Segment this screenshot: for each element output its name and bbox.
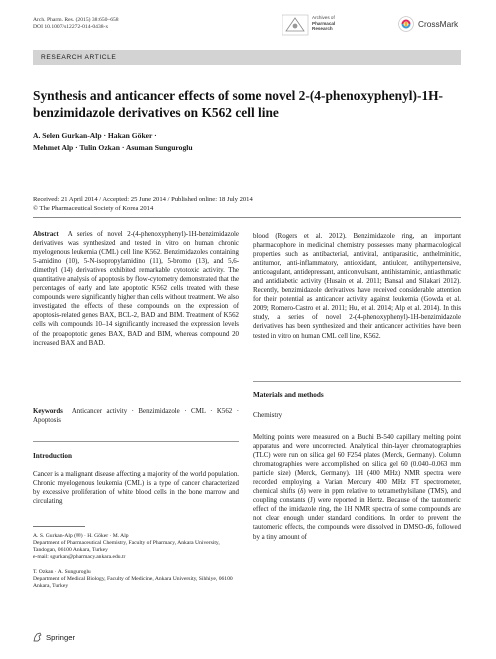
crossmark-label: CrossMark (418, 19, 459, 29)
introduction-paragraph: blood (Rogers et al. 2012). Benzimidazole ring, an important pharmacophore in medicinal chemistry possesses many pharmacological properties such as antibacterial, antiviral, antiparasitic, anthelminitic, antitumor, anti-inflammatory, antioxidant, antiulcer, antihypertensive, anticoagulant, antidepressant, anticonvulsant, antihistaminic, antiasthmatic and antidiabetic activity (Husain et al. 2011; Bansal and Silakari 2012). Recently, benzimidazole derivatives have received considerable attention for their potential as anticancer activity against leukemia (Gowda et al. 2009; Romero-Castro et al. 2011; Hu, et al. 2014; Alp et al. 2014). In this study, a series of novel 2-(4-phenoxyphenyl)-1H-benzimidazole derivatives has been synthesized and their anticancer activities have been tested in vitro on human CML cell line, K562. (253, 233, 461, 340)
chemistry-subheading: Chemistry (253, 411, 283, 419)
affiliation-department: Department of Pharmaceutical Chemistry, Faculty of Pharmacy, Ankara University, Tandogan, 06100 Ankara, Turkey (33, 540, 220, 553)
publisher-name: Springer (46, 632, 76, 642)
header-divider (33, 217, 461, 218)
abstract (33, 230, 239, 348)
copyright-line: © The Pharmaceutical Society of Korea 2014 (33, 204, 154, 212)
journal-logo-text: Pharmacal (312, 20, 336, 26)
crossmark-badge[interactable] (398, 16, 458, 32)
keywords-label: Keywords (33, 408, 63, 415)
keywords-text: Anticancer activity · Benzimidazole · CML · K562 · Apoptosis (33, 408, 239, 425)
footnote-divider (33, 526, 85, 527)
abstract-label: Abstract (33, 231, 59, 238)
corresponding-email[interactable]: e-mail: sgurkan@pharmacy.ankara.edu.tr (33, 554, 126, 560)
dates-line: Received: 21 April 2014 / Accepted: 25 June 2014 / Published online: 18 July 2014 (33, 196, 253, 203)
introduction-text (33, 470, 239, 506)
keywords (33, 407, 239, 425)
author-line: A. Selen Gurkan-Alp · Hakan Göker · (33, 131, 157, 140)
affiliation-department: Department of Medical Biology, Faculty of Medicine, Ankara University, Sihhiye, 06100 Ankara, Turkey (33, 576, 233, 589)
crossmark-icon (398, 16, 414, 32)
affiliation-names: A. S. Gurkan-Alp (✉) · H. Göker · M. Alp (33, 533, 129, 539)
introduction-paragraph: Cancer is a malignant disease affecting a majority of the world population. Chronic myelogenous leukemia (CML) is a type of cancer characterized by excessive proliferation of white blood cells in the bone marrow and circulating (33, 471, 239, 506)
affiliation-block (33, 569, 239, 590)
doi-line: DOI 10.1007/s12272-014-0438-x (33, 24, 109, 30)
chemistry-text (253, 433, 461, 542)
chemistry-paragraph: Melting points were measured on a Buchi B-540 capillary melting point apparatus and were uncorrected. Analytical thin-layer chromatographies (TLC) were run on silica gel 60 F254 plates (Merck, Germany). Column chromatographies were accomplished on silica gel 60 (0.040–0.063 mm particle size) (Merck, Germany). 1H (400 MHz) NMR spectra were recorded employing a Varian Mercury 400 MHz FT spectrometer, chemical shifts (δ) were in ppm relative to tetramethylsilane (TMS), and coupling constants (J) were reported in Hertz. Because of the tautomeric effect of the imidazole ring, the 1H NMR spectra of some compounds are not clear enough under standard conditions. In order to prevent the tautomeric effects, the compounds were dissolved in DMSO-d6, followed by a tiny amount of (253, 434, 461, 541)
section-divider (33, 441, 239, 442)
affiliation-names: T. Ozkan · A. Sunguroglu (33, 569, 91, 575)
journal-logo-text: Research (312, 26, 333, 32)
journal-citation (33, 17, 119, 31)
section-divider (253, 381, 461, 382)
journal-citation-line: Arch. Pharm. Res. (2015) 38:650–658 (33, 17, 119, 23)
author-list (33, 130, 433, 154)
methods-heading: Materials and methods (253, 391, 324, 399)
affiliation-block (33, 533, 239, 561)
journal-logo-text: Archives of (312, 15, 335, 20)
author-line: Mehmet Alp · Tulin Ozkan · Asuman Sunguroglu (33, 143, 193, 152)
publication-dates (33, 196, 453, 213)
journal-logo (282, 14, 388, 36)
article-type-label: RESEARCH ARTICLE (41, 54, 117, 61)
introduction-continued (253, 232, 461, 341)
publisher-mark (33, 632, 75, 642)
abstract-text: A series of novel 2-(4-phenoxyphenyl)-1H-benzimidazole derivatives was synthesized and tested in vitro on human chronic myelogenous leukemia (CML) cell line K562. Benzimidazoles containing 5-amidino (10), 5-N-isopropylamidino (11), 5-bromo (13), and 5,6-dimethyl (14) derivatives exhibited remarkable cytotoxic activity. The quantitative analysis of apoptosis by flow-cytometry demonstrated that the percentages of early and late apoptotic K562 cells treated with these compounds were significantly higher than cells without treatment. We also investigated the effects of these compounds on the expression of apoptosis-related genes BAX, BCL-2, BAD and BIM. Treatment of K562 cells wih compounds 10–14 significantly increased the expression levels of the proapoptotic genes BAX, BAD and BIM, whereas compound 20 increased BAX and BAD. (33, 231, 239, 347)
article-type-bar (33, 50, 461, 65)
introduction-heading: Introduction (33, 452, 73, 460)
article-title: Synthesis and anticancer effects of some novel 2-(4-phenoxyphenyl)-1H-benzimidazole derivatives on K562 cell line (33, 88, 444, 120)
springer-horse-icon (33, 632, 42, 642)
